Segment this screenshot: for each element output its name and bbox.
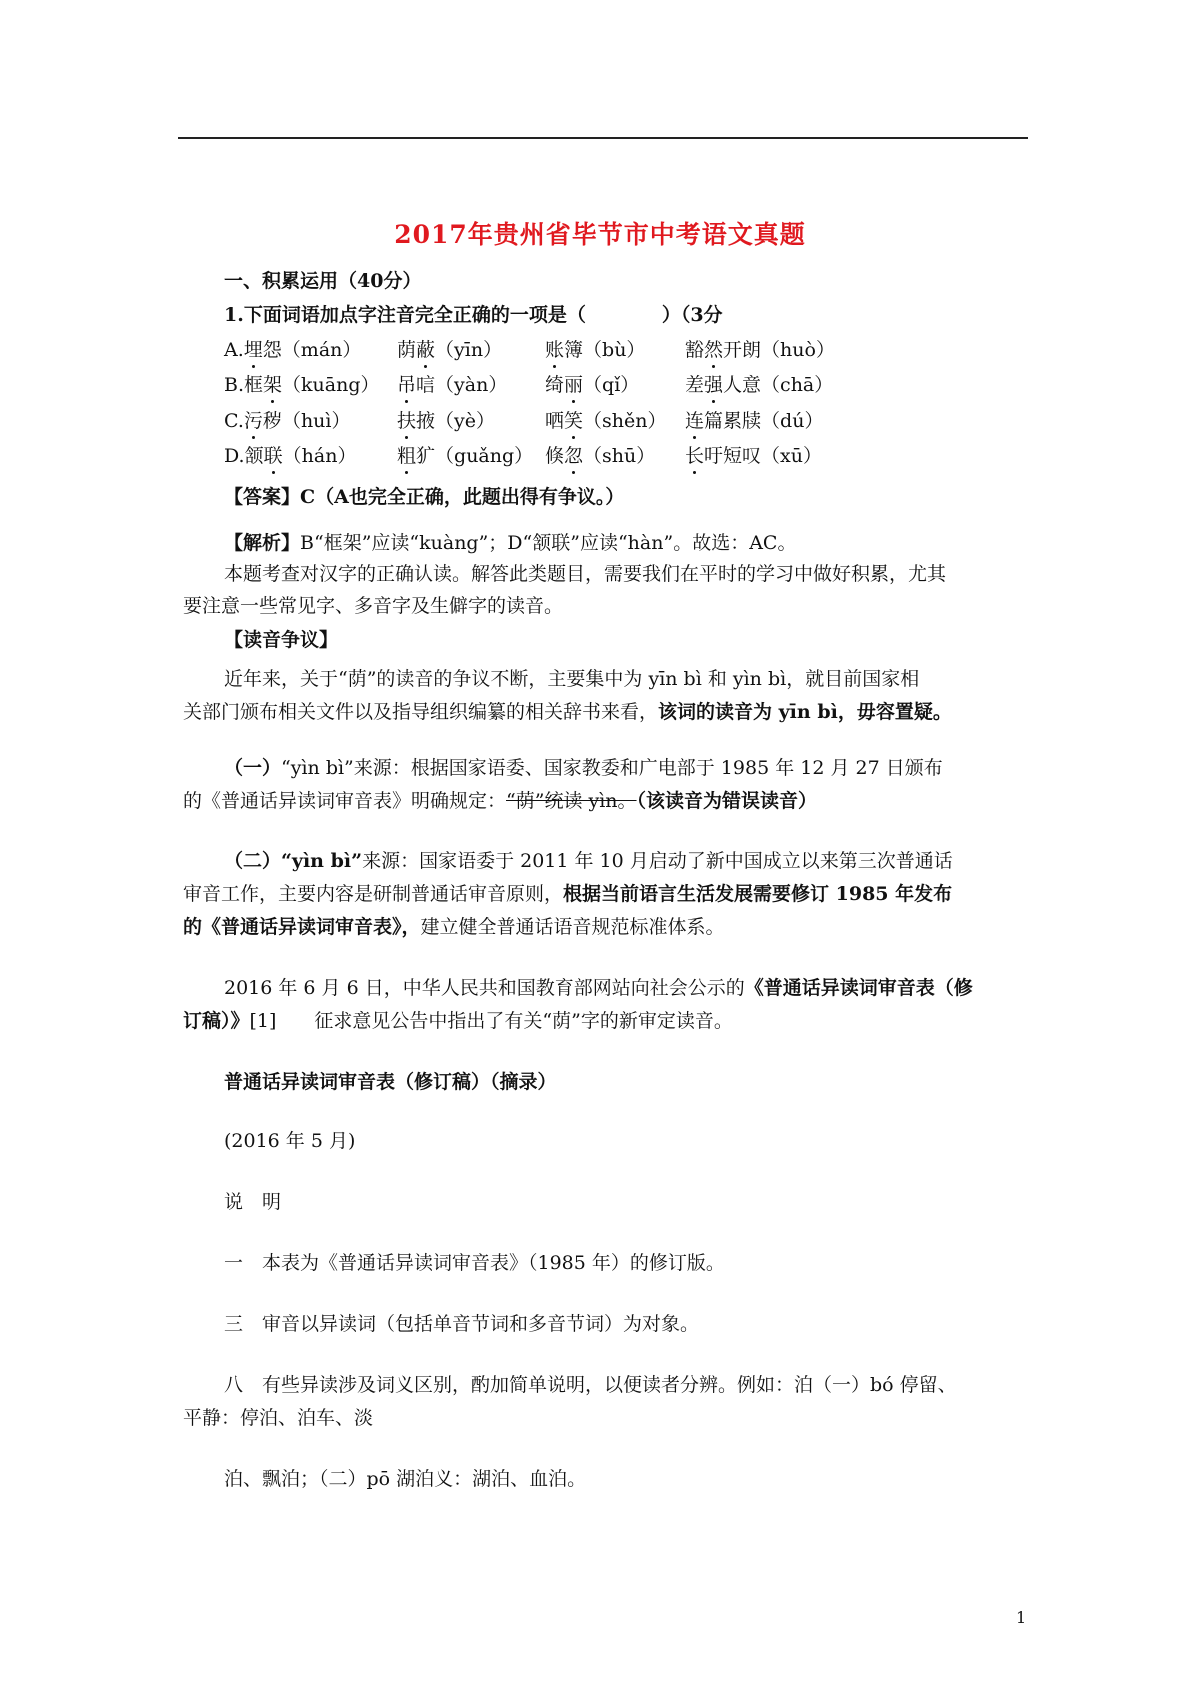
option-d-item bbox=[685, 443, 822, 469]
notice-line-2 bbox=[183, 1008, 733, 1034]
source-two-plain: 审音工作，主要内容是研制普通话审音原则， bbox=[183, 883, 564, 905]
option-word-part: 框 bbox=[244, 374, 264, 396]
option-a-item bbox=[685, 337, 835, 363]
option-word-part: 荫 bbox=[397, 339, 417, 361]
plain-chars: 人意 bbox=[723, 374, 762, 396]
option-word-part: 笑 bbox=[564, 410, 584, 432]
plain-chars: 开朗 bbox=[723, 339, 762, 361]
option-pinyin: （kuāng） bbox=[282, 374, 380, 396]
answer-label: 【答案】 bbox=[224, 486, 301, 508]
source-one-rule-text: 的《普通话异读词审音表》明确规定： bbox=[183, 790, 507, 812]
section-heading: 一、积累运用（40分） bbox=[224, 270, 422, 292]
explanation-line-1: 本题考查对汉字的正确认读。解答此类题目，需要我们在平时的学习中做好积累，尤其 bbox=[224, 563, 947, 585]
source-one-line-2 bbox=[183, 788, 817, 814]
option-word-part bbox=[704, 339, 761, 361]
option-word-part: 忽 bbox=[564, 445, 584, 467]
option-word-part: 丽 bbox=[564, 374, 584, 396]
option-pinyin: （shū） bbox=[583, 445, 656, 467]
plain-chars: 篇累 bbox=[704, 410, 743, 432]
answer-line bbox=[224, 484, 624, 510]
source-two-ending: 建立健全普通话语音规范标准体系。 bbox=[420, 916, 725, 938]
option-word-part: 倏 bbox=[545, 445, 565, 467]
option-pinyin: （xū） bbox=[761, 445, 822, 467]
dotted-char: 长 bbox=[685, 445, 705, 467]
source-two-line-2 bbox=[183, 881, 952, 907]
notice-doc-title-end: 订稿）》 bbox=[183, 1010, 250, 1032]
option-word-part: 架 bbox=[263, 374, 283, 396]
dispute-para-text: 关部门颁布相关文件以及指导组织编纂的相关辞书来看， bbox=[183, 701, 659, 723]
source-two-text: 来源：国家语委于 2011 年 10 月启动了新中国成立以来第三次普通话 bbox=[362, 850, 953, 872]
source-two-line-1 bbox=[224, 848, 953, 874]
option-c-item bbox=[224, 408, 351, 434]
option-label: A. bbox=[224, 339, 244, 361]
note-eight-line-3: 泊、飘泊；（二）pō 湖泊义：湖泊、血泊。 bbox=[224, 1468, 587, 1490]
explanation-line-2: 要注意一些常见字、多音字及生僻字的读音。 bbox=[183, 595, 564, 617]
option-word-part: 掖 bbox=[416, 410, 436, 432]
dispute-para-emphasis: 该词的读音为 yīn bì，毋容置疑。 bbox=[658, 701, 952, 723]
option-word-part bbox=[704, 374, 761, 396]
option-d-item bbox=[224, 443, 356, 469]
option-word-part: 怨 bbox=[262, 339, 282, 361]
analysis-text: B“框架”应读“kuàng”；D“颔联”应读“hàn”。故选：AC。 bbox=[300, 532, 797, 554]
dotted-char: 连 bbox=[685, 410, 705, 432]
option-pinyin: （yàn） bbox=[435, 374, 508, 396]
source-two-label: （二）“yìn bì” bbox=[224, 850, 363, 872]
note-eight-line-2: 平静：停泊、泊车、淡 bbox=[183, 1407, 374, 1429]
option-b-item bbox=[545, 372, 639, 398]
option-a-item bbox=[224, 337, 361, 363]
option-word-part: 粗 bbox=[397, 445, 417, 467]
option-word-part: 账 bbox=[545, 339, 565, 361]
option-label: D. bbox=[224, 445, 245, 467]
option-word-part: 扶 bbox=[397, 410, 417, 432]
header-rule bbox=[178, 137, 1028, 139]
source-one-struck-text: “荫”统读 yìn。 bbox=[506, 790, 637, 812]
option-word-part: 唁 bbox=[416, 374, 436, 396]
page-number: 1 bbox=[1016, 1608, 1027, 1627]
plain-chars: 吁短 bbox=[704, 445, 743, 467]
option-pinyin: （huò） bbox=[761, 339, 835, 361]
dispute-para-line-1: 近年来，关于“荫”的读音的争议不断，主要集中为 yīn bì 和 yìn bì，就目前国家相 bbox=[224, 668, 920, 690]
option-word-part: 绮 bbox=[545, 374, 565, 396]
option-pinyin: （chā） bbox=[761, 374, 834, 396]
source-two-line-3 bbox=[183, 914, 725, 940]
dispute-para-line-2 bbox=[183, 699, 952, 725]
dispute-heading: 【读音争议】 bbox=[224, 629, 339, 651]
source-one-note: （该读音为错误读音） bbox=[636, 790, 818, 812]
option-c-item bbox=[685, 408, 823, 434]
option-pinyin: （shěn） bbox=[583, 410, 667, 432]
option-label: B. bbox=[224, 374, 245, 396]
option-word-part: 埋 bbox=[243, 339, 263, 361]
option-word-part: 秽 bbox=[262, 410, 282, 432]
analysis-line bbox=[224, 530, 796, 556]
option-word-part: 蔽 bbox=[416, 339, 436, 361]
option-word-part: 吊 bbox=[397, 374, 417, 396]
option-c-item bbox=[545, 408, 667, 434]
dotted-char: 然 bbox=[704, 339, 724, 361]
option-word-part: 牍 bbox=[742, 410, 762, 432]
answer-text: C（A也完全正确，此题出得有争议。） bbox=[300, 486, 625, 508]
option-d-item bbox=[397, 443, 533, 469]
notice-text: 2016 年 6 月 6 日，中华人民共和国教育部网站向社会公示的 bbox=[224, 977, 745, 999]
notice-ending: [1] 征求意见公告中指出了有关“荫”字的新审定读音。 bbox=[249, 1010, 733, 1032]
option-pinyin: （qǐ） bbox=[583, 374, 640, 396]
option-word-part: 豁 bbox=[685, 339, 705, 361]
option-b-item bbox=[224, 372, 380, 398]
option-b-item bbox=[397, 372, 507, 398]
source-two-emphasis: 根据当前语言生活发展需要修订 1985 年发布 bbox=[563, 883, 953, 905]
option-pinyin: （yīn） bbox=[435, 339, 503, 361]
option-word-part: 哂 bbox=[545, 410, 565, 432]
excerpt-title: 普通话异读词审音表（修订稿）（摘录） bbox=[224, 1071, 557, 1093]
option-c-item bbox=[397, 408, 495, 434]
option-pinyin: （huì） bbox=[281, 410, 351, 432]
option-pinyin: （guǎng） bbox=[435, 445, 534, 467]
document-title: 2017年贵州省毕节市中考语文真题 bbox=[394, 220, 806, 249]
source-one-label: （一） bbox=[224, 757, 282, 779]
notice-doc-title: 《普通话异读词审音表（修 bbox=[744, 977, 973, 999]
dotted-char: 强 bbox=[704, 374, 724, 396]
option-word-part: 联 bbox=[263, 445, 283, 467]
note-three: 三 审音以异读词（包括单音节词和多音节词）为对象。 bbox=[224, 1313, 700, 1335]
source-two-doc-title: 的《普通话异读词审音表》， bbox=[183, 916, 421, 938]
option-d-item bbox=[545, 443, 655, 469]
option-word-part bbox=[685, 410, 742, 432]
option-pinyin: （bù） bbox=[583, 339, 646, 361]
option-word-part: 污 bbox=[243, 410, 263, 432]
option-a-item bbox=[545, 337, 645, 363]
option-label: C. bbox=[224, 410, 244, 432]
source-one-line-1 bbox=[224, 755, 943, 781]
option-a-item bbox=[397, 337, 502, 363]
option-word-part: 叹 bbox=[742, 445, 762, 467]
option-pinyin: （hán） bbox=[282, 445, 357, 467]
option-word-part: 颔 bbox=[244, 445, 264, 467]
option-pinyin: （mán） bbox=[281, 339, 362, 361]
question-stem: 1.下面词语加点字注音完全正确的一项是（ ）（3分 bbox=[224, 304, 723, 326]
note-one: 一 本表为《普通话异读词审音表》（1985 年）的修订版。 bbox=[224, 1252, 725, 1274]
option-word-part: 差 bbox=[685, 374, 705, 396]
option-word-part: 犷 bbox=[416, 445, 436, 467]
analysis-label: 【解析】 bbox=[224, 532, 301, 554]
option-pinyin: （dú） bbox=[761, 410, 824, 432]
option-word-part bbox=[685, 445, 742, 467]
excerpt-date: (2016 年 5 月) bbox=[224, 1130, 356, 1152]
note-eight-line-1: 八 有些异读涉及词义区别，酌加简单说明，以便读者分辨。例如：泊（一）bó 停留、 bbox=[224, 1374, 957, 1396]
notice-line-1 bbox=[224, 975, 973, 1001]
option-word-part: 簿 bbox=[564, 339, 584, 361]
note-heading: 说 明 bbox=[224, 1191, 282, 1213]
option-b-item bbox=[685, 372, 833, 398]
source-one-text: “yìn bì”来源：根据国家语委、国家教委和广电部于 1985 年 12 月 27 日颁布 bbox=[281, 757, 943, 779]
option-pinyin: （yè） bbox=[435, 410, 496, 432]
